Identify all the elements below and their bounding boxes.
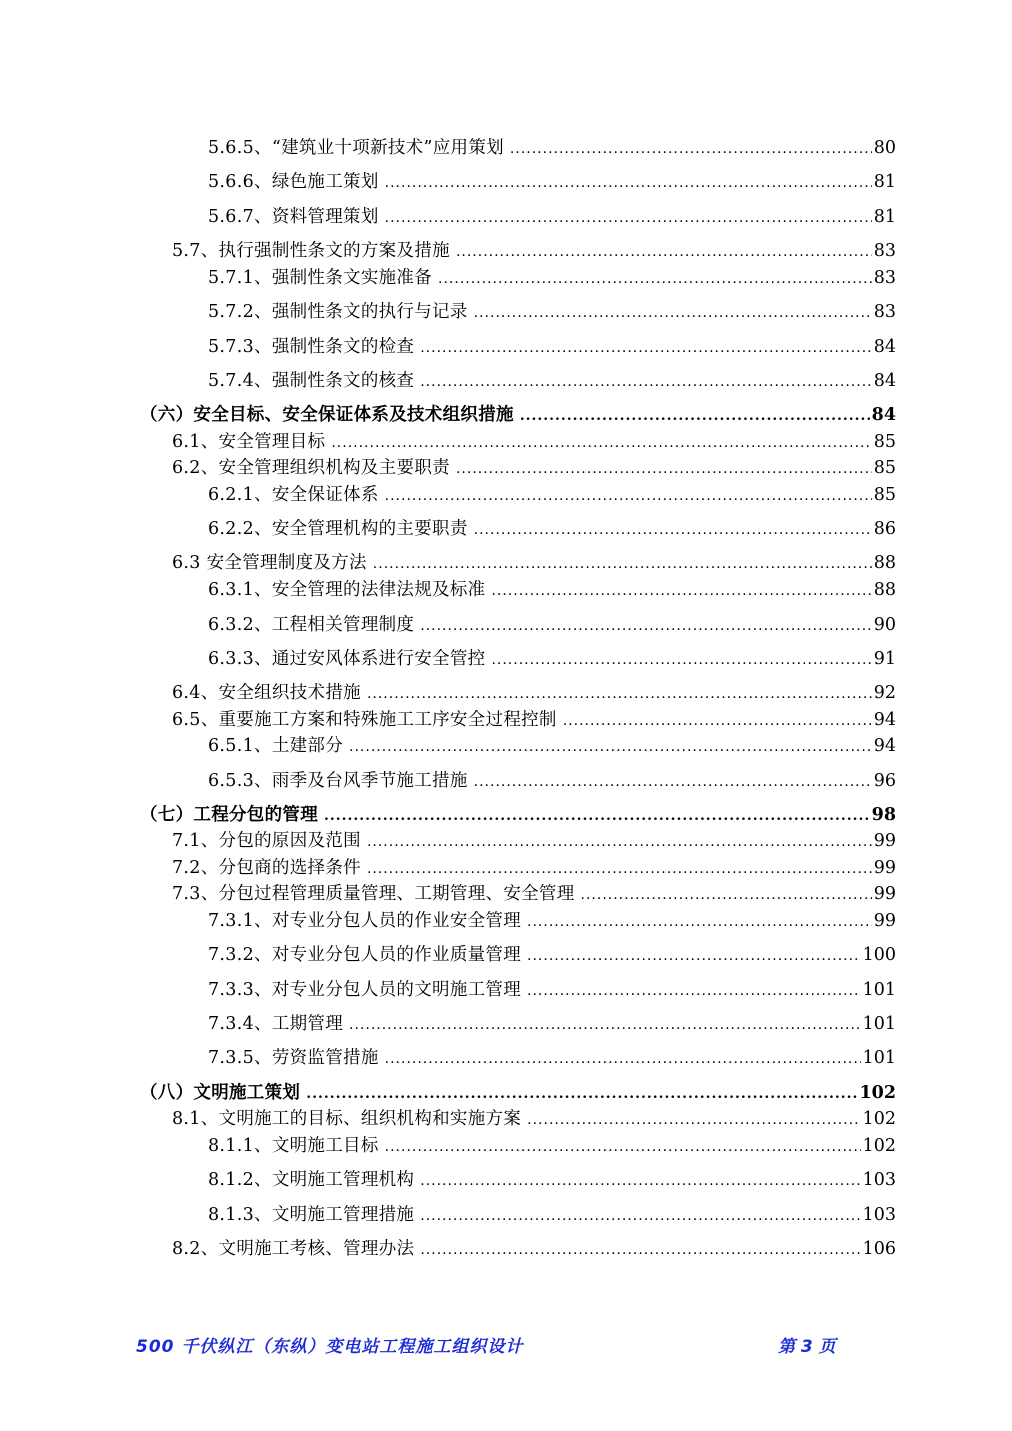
toc-page-number: 91 xyxy=(873,649,896,669)
toc-entry-title: 6.3.2、工程相关管理制度 xyxy=(208,615,415,635)
toc-entry-8-1-3[interactable] xyxy=(208,1204,896,1226)
toc-entry-8-2[interactable] xyxy=(172,1238,896,1260)
toc-entry-7-3-2[interactable] xyxy=(208,944,896,966)
toc-leader-dots xyxy=(306,1083,857,1105)
toc-entry-title: 8.1.2、文明施工管理机构 xyxy=(208,1170,415,1190)
toc-page-number: 94 xyxy=(873,736,896,756)
toc-entry-title: 6.4、安全组织技术措施 xyxy=(172,683,361,703)
toc-page-number: 101 xyxy=(862,1048,896,1068)
toc-entry-title: 7.3.4、工期管理 xyxy=(208,1014,344,1034)
toc-page-number: 99 xyxy=(873,911,896,931)
toc-leader-dots xyxy=(474,519,872,541)
toc-leader-dots xyxy=(385,207,872,229)
toc-page-number: 102 xyxy=(862,1136,896,1156)
toc-leader-dots xyxy=(527,945,861,967)
toc-leader-dots xyxy=(563,710,872,732)
toc-entry-5-7-2[interactable] xyxy=(208,301,896,323)
toc-leader-dots xyxy=(581,884,872,906)
toc-entry-title: 6.5、重要施工方案和特殊施工工序安全过程控制 xyxy=(172,710,557,730)
toc-page-number: 83 xyxy=(873,241,896,261)
toc-entry-title: 6.5.3、雨季及台风季节施工措施 xyxy=(208,771,468,791)
toc-leader-dots xyxy=(385,172,872,194)
toc-entry-title: 7.2、分包商的选择条件 xyxy=(172,858,361,878)
toc-page-number: 92 xyxy=(873,683,896,703)
toc-entry-6-3-2[interactable] xyxy=(208,614,896,636)
toc-page-number: 106 xyxy=(862,1239,896,1259)
toc-entry-5-6-5[interactable] xyxy=(208,137,896,159)
toc-leader-dots xyxy=(491,580,871,602)
toc-leader-dots xyxy=(331,432,871,454)
toc-page-number: 85 xyxy=(873,485,896,505)
toc-entry-7-3-4[interactable] xyxy=(208,1013,896,1035)
toc-leader-dots xyxy=(520,405,870,427)
toc-page-number: 98 xyxy=(871,805,896,825)
toc-entry-title: 5.7.1、强制性条文实施准备 xyxy=(208,268,433,288)
toc-entry-7-1[interactable] xyxy=(172,830,896,852)
toc-leader-dots xyxy=(438,268,872,290)
toc-page-number: 100 xyxy=(862,945,896,965)
toc-entry-title: 8.1.3、文明施工管理措施 xyxy=(208,1205,415,1225)
toc-page-number: 80 xyxy=(873,138,896,158)
toc-entry-5-7-3[interactable] xyxy=(208,336,896,358)
toc-leader-dots xyxy=(385,485,872,507)
toc-leader-dots xyxy=(367,858,872,880)
toc-entry-title: （八）文明施工策划 xyxy=(140,1083,301,1103)
toc-entry-chapter-7[interactable] xyxy=(140,804,896,826)
toc-entry-title: 6.2.2、安全管理机构的主要职责 xyxy=(208,519,468,539)
toc-entry-title: 5.6.7、资料管理策划 xyxy=(208,207,379,227)
toc-entry-8-1-2[interactable] xyxy=(208,1169,896,1191)
toc-entry-title: （七）工程分包的管理 xyxy=(140,805,318,825)
toc-leader-dots xyxy=(385,1048,861,1070)
toc-entry-title: 7.3.3、对专业分包人员的文明施工管理 xyxy=(208,980,522,1000)
toc-entry-title: 7.3、分包过程管理质量管理、工期管理、安全管理 xyxy=(172,884,575,904)
toc-leader-dots xyxy=(420,1170,860,1192)
toc-entry-5-6-6[interactable] xyxy=(208,171,896,193)
toc-page-number: 84 xyxy=(871,405,896,425)
toc-entry-5-6-7[interactable] xyxy=(208,206,896,228)
toc-entry-6-1[interactable] xyxy=(172,431,896,453)
toc-entry-5-7-4[interactable] xyxy=(208,370,896,392)
toc-entry-6-2[interactable] xyxy=(172,457,896,479)
toc-leader-dots xyxy=(367,831,872,853)
toc-leader-dots xyxy=(456,458,872,480)
toc-entry-6-5-3[interactable] xyxy=(208,770,896,792)
toc-entry-6-5[interactable] xyxy=(172,709,896,731)
toc-page-number: 88 xyxy=(873,553,896,573)
toc-entry-title: 6.3.3、通过安风体系进行安全管控 xyxy=(208,649,486,669)
toc-entry-5-7[interactable] xyxy=(172,240,896,262)
toc-leader-dots xyxy=(373,553,872,575)
toc-entry-title: 7.3.5、劳资监管措施 xyxy=(208,1048,379,1068)
toc-leader-dots xyxy=(385,1136,861,1158)
toc-entry-title: 6.2.1、安全保证体系 xyxy=(208,485,379,505)
page-footer xyxy=(136,1332,856,1360)
toc-entry-7-3[interactable] xyxy=(172,883,896,905)
toc-entry-title: 8.1、文明施工的目标、组织机构和实施方案 xyxy=(172,1109,522,1129)
toc-leader-dots xyxy=(349,736,872,758)
toc-page-number: 86 xyxy=(873,519,896,539)
toc-entry-title: 6.1、安全管理目标 xyxy=(172,432,326,452)
toc-entry-chapter-6[interactable] xyxy=(140,404,896,426)
toc-entry-title: 6.5.1、土建部分 xyxy=(208,736,344,756)
toc-leader-dots xyxy=(324,805,870,827)
toc-page-number: 81 xyxy=(873,207,896,227)
toc-page-number: 103 xyxy=(862,1205,896,1225)
toc-leader-dots xyxy=(474,302,872,324)
toc-entry-title: 8.2、文明施工考核、管理办法 xyxy=(172,1239,415,1259)
toc-entry-title: （六）安全目标、安全保证体系及技术组织措施 xyxy=(140,405,514,425)
toc-page-number: 99 xyxy=(873,884,896,904)
toc-page-number: 83 xyxy=(873,302,896,322)
toc-entry-6-3-3[interactable] xyxy=(208,648,896,670)
toc-entry-8-1-1[interactable] xyxy=(208,1135,896,1157)
toc-leader-dots xyxy=(420,1239,860,1261)
toc-leader-dots xyxy=(420,1205,860,1227)
toc-leader-dots xyxy=(527,911,872,933)
toc-page-number: 101 xyxy=(862,980,896,1000)
toc-entry-title: 6.3.1、安全管理的法律法规及标准 xyxy=(208,580,486,600)
toc-entry-title: 5.7.2、强制性条文的执行与记录 xyxy=(208,302,468,322)
toc-entry-8-1[interactable] xyxy=(172,1108,896,1130)
toc-leader-dots xyxy=(456,241,872,263)
toc-entry-title: 8.1.1、文明施工目标 xyxy=(208,1136,379,1156)
toc-entry-title: 7.3.1、对专业分包人员的作业安全管理 xyxy=(208,911,522,931)
toc-page-number: 102 xyxy=(862,1109,896,1129)
toc-leader-dots xyxy=(527,1109,860,1131)
toc-entry-title: 5.7、执行强制性条文的方案及措施 xyxy=(172,241,450,261)
toc-page-number: 85 xyxy=(873,432,896,452)
toc-entry-7-3-5[interactable] xyxy=(208,1047,896,1069)
toc-entry-6-3-1[interactable] xyxy=(208,579,896,601)
toc-entry-title: 6.3 安全管理制度及方法 xyxy=(172,553,367,573)
toc-entry-title: 5.6.5、“建筑业十项新技术”应用策划 xyxy=(208,138,504,158)
toc-page-number: 83 xyxy=(873,268,896,288)
toc-entry-7-2[interactable] xyxy=(172,857,896,879)
toc-leader-dots xyxy=(527,980,861,1002)
toc-leader-dots xyxy=(349,1014,861,1036)
toc-entry-5-7-1[interactable] xyxy=(208,267,896,289)
toc-entry-6-5-1[interactable] xyxy=(208,735,896,757)
toc-page-number: 85 xyxy=(873,458,896,478)
toc-page-number: 99 xyxy=(873,858,896,878)
toc-page-number: 90 xyxy=(873,615,896,635)
toc-entry-title: 5.7.3、强制性条文的检查 xyxy=(208,337,415,357)
toc-entry-6-4[interactable] xyxy=(172,682,896,704)
toc-entry-6-2-2[interactable] xyxy=(208,518,896,540)
toc-page-number: 84 xyxy=(873,337,896,357)
toc-page-number: 99 xyxy=(873,831,896,851)
toc-page-number: 103 xyxy=(862,1170,896,1190)
toc-page-number: 94 xyxy=(873,710,896,730)
toc-entry-6-3[interactable] xyxy=(172,552,896,574)
toc-entry-6-2-1[interactable] xyxy=(208,484,896,506)
toc-entry-7-3-3[interactable] xyxy=(208,979,896,1001)
toc-leader-dots xyxy=(367,683,872,705)
footer-page-number: 第 3 页 xyxy=(778,1337,836,1357)
toc-entry-title: 6.2、安全管理组织机构及主要职责 xyxy=(172,458,450,478)
toc-entry-title: 7.1、分包的原因及范围 xyxy=(172,831,361,851)
toc-leader-dots xyxy=(420,615,871,637)
toc-page-number: 96 xyxy=(873,771,896,791)
toc-entry-title: 7.3.2、对专业分包人员的作业质量管理 xyxy=(208,945,522,965)
toc-entry-7-3-1[interactable] xyxy=(208,910,896,932)
footer-document-title: 500 千伏纵江（东纵）变电站工程施工组织设计 xyxy=(136,1337,524,1357)
toc-leader-dots xyxy=(510,138,872,160)
toc-entry-chapter-8[interactable] xyxy=(140,1082,896,1104)
toc-page-number: 102 xyxy=(859,1083,896,1103)
toc-page-number: 84 xyxy=(873,371,896,391)
toc-leader-dots xyxy=(474,771,872,793)
toc-leader-dots xyxy=(420,337,871,359)
toc-leader-dots xyxy=(491,649,871,671)
toc-page-number: 81 xyxy=(873,172,896,192)
toc-page-number: 101 xyxy=(862,1014,896,1034)
toc-page-number: 88 xyxy=(873,580,896,600)
toc-entry-title: 5.6.6、绿色施工策划 xyxy=(208,172,379,192)
toc-entry-title: 5.7.4、强制性条文的核查 xyxy=(208,371,415,391)
toc-leader-dots xyxy=(420,371,871,393)
